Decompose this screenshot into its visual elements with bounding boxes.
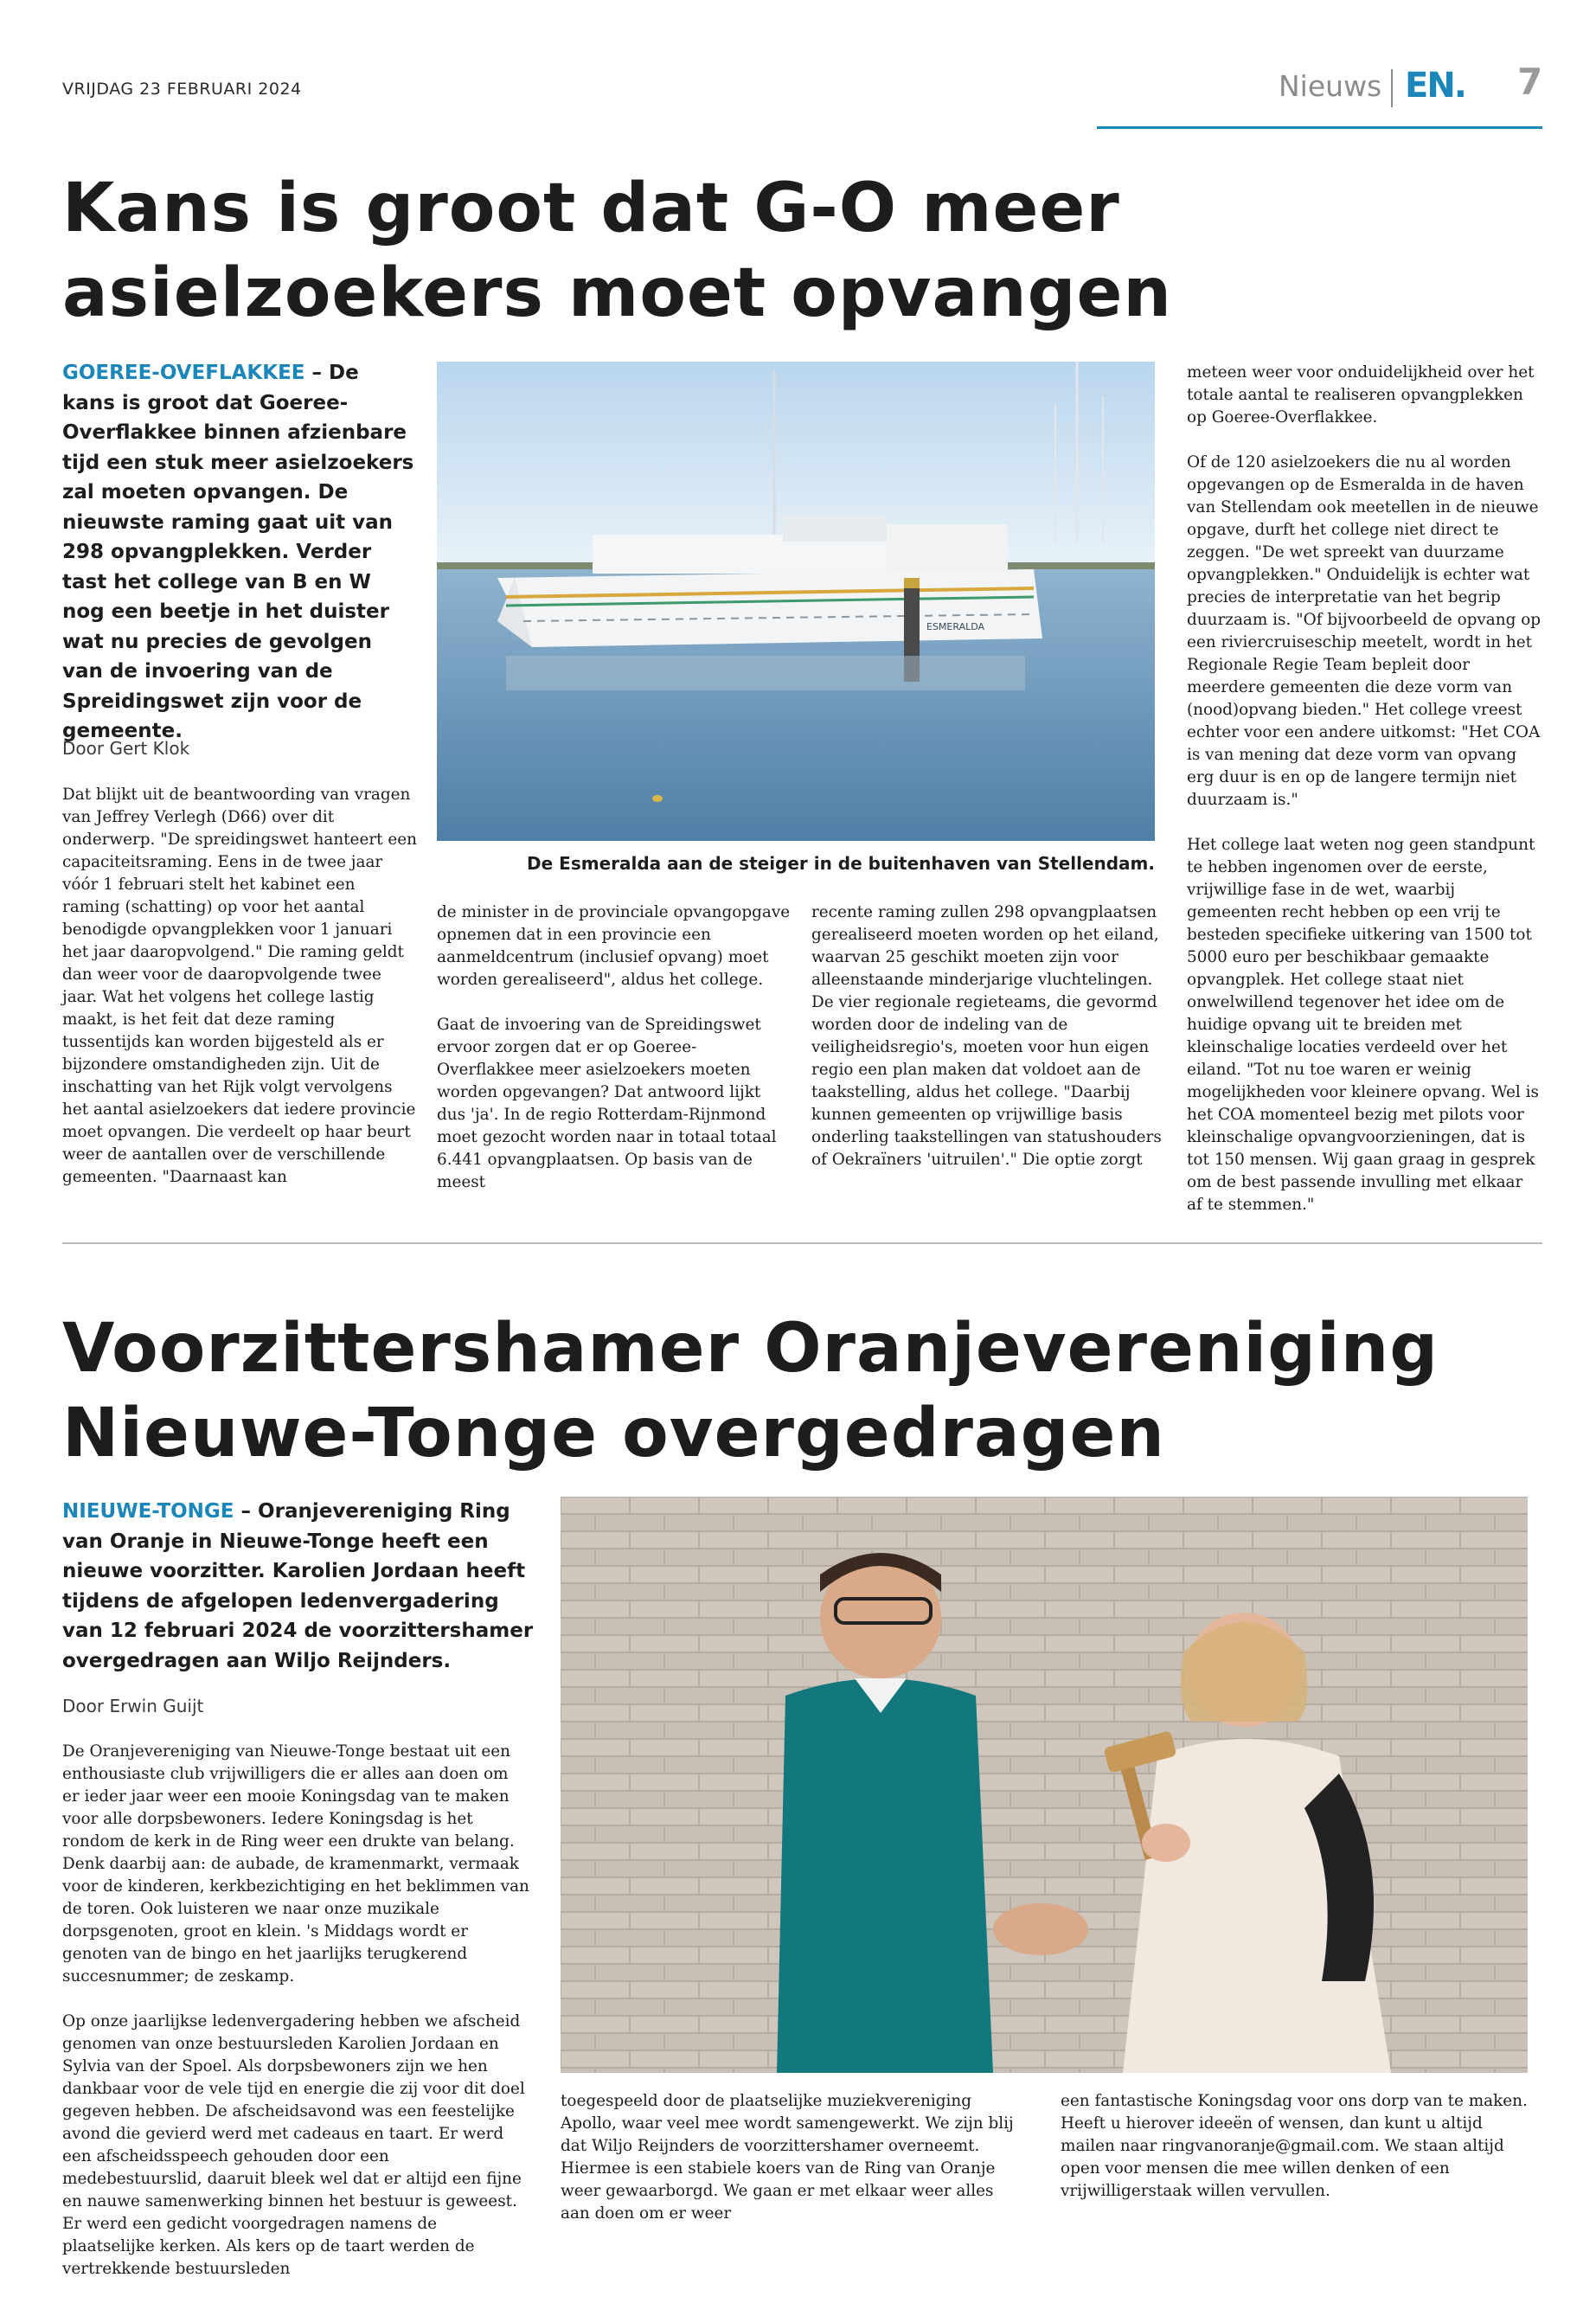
article1-column-4 bbox=[1187, 362, 1542, 1239]
article2-lead bbox=[62, 1497, 538, 1676]
article1-headline bbox=[62, 166, 1550, 336]
newspaper-logo: EN. bbox=[1405, 66, 1465, 106]
header-separator bbox=[1391, 69, 1393, 107]
handover-photo bbox=[561, 1497, 1528, 2073]
paragraph: toegespeeld door de plaatselijke muziekvereniging Apollo, waar veel mee wordt samengewerkt. We zijn blij dat Wiljo Reijnders de voorzittershamer overneemt. Hiermee is een stabiele koers van de Ring van Oranje weer gewaarborgd. We gaan er met elkaar weer alles aan doen om er weer bbox=[561, 2092, 1014, 2223]
handover-illustration bbox=[561, 1497, 1528, 2073]
article2-column-3 bbox=[1061, 2090, 1528, 2225]
ship-illustration bbox=[437, 362, 1155, 841]
article-divider bbox=[62, 1242, 1542, 1244]
dateline-place: GOEREE-OVEFLAKKEE bbox=[62, 362, 305, 384]
lead-text: – Oranjevereniging Ring van Oranje in Nieuwe-Tonge heeft een nieuwe voorzitter. Karolien Jordaan heeft tijdens de afgelopen ledenvergadering van 12 februari 2024 de voorzittershamer overgedragen aan Wiljo Reijnders. bbox=[62, 1500, 534, 1672]
paragraph: De Oranjevereniging van Nieuwe-Tonge bestaat uit een enthousiaste club vrijwilligers die er alles aan doen om er ieder jaar weer een mooie Koningsdag van te maken voor alle dorpsbewoners. Iedere Koningsdag is het rondom de kerk in de Ring weer een drukte van belang. Denk daarbij aan: de aubade, de kramenmarkt, vermaak voor de kinderen, kerkbezichtiging en het beklimmen van de toren. Ook luisteren we naar onze muzikale dorpsgenoten, groot en klein. 's Middags wordt er genoten van de bingo en het jaarlijks terugkerend succesnummer; de zeskamp. bbox=[62, 1742, 529, 1985]
headline-line: Nieuwe-Tonge overgedragen bbox=[62, 1395, 1165, 1472]
article1-byline: Door Gert Klok bbox=[62, 738, 190, 759]
paragraph: Gaat de invoering van de Spreidingswet ervoor zorgen dat er op Goeree-Overflakkee meer asielzoekers moeten worden opgevangen? Dat antwoord lijkt dus 'ja'. In de regio Rotterdam-Rijnmond moet gezocht worden naar in totaal totaal 6.441 opvangplaatsen. Op basis van de meest bbox=[437, 1016, 777, 1191]
paragraph: recente raming zullen 298 opvangplaatsen gerealiseerd moeten worden op het eiland, waarvan 25 geschikt moeten zijn voor alleenstaande minderjarige vluchtelingen. De vier regionale regieteams, die gevormd worden door de indeling van de veiligheidsregio's, moeten voor hun eigen regio een plan maken dat voldoet aan de taakstelling, aldus het college. "Daarbij kunnen gemeenten op vrijwillige basis onderling taakstellingen van statushouders of Oekraïners 'uitruilen'." Die optie zorgt bbox=[811, 903, 1162, 1169]
issue-date: VRIJDAG 23 FEBRUARI 2024 bbox=[62, 80, 302, 99]
headline-line: Voorzittershamer Oranjevereniging bbox=[62, 1310, 1439, 1388]
article1-lead bbox=[62, 358, 417, 747]
paragraph: Het college laat weten nog geen standpunt te hebben ingenomen over de eerste, vrijwillige fase in de wet, waarbij gemeenten recht hebben op een vrij te besteden specifieke uitkering van 1500 tot 5000 euro per beschikbaar gemaakte opvangplek. Het college staat niet onwelwillend tegenover het idee om de huidige opvang uit te breiden met kleinschalige locaties verdeeld over het eiland. "Tot nu toe waren er weinig mogelijkheden voor kleinere opvang. Wel is het COA momenteel bezig met pilots voor kleinschalige opvangvoorzieningen, dat is tot 150 mensen. Wij gaan graag in gesprek om de best passende invulling met elkaar af te stemmen." bbox=[1187, 836, 1539, 1214]
paragraph: Op onze jaarlijkse ledenvergadering hebben we afscheid genomen van onze bestuursleden Karolien Jordaan en Sylvia van der Spoel. Als dorpsbewoners zijn we hen dankbaar voor de vele tijd en energie die zij voor dit doel gegeven hebben. De afscheidsavond was een feestelijke avond die gevierd werd met cadeaus en taart. Er werd een afscheidsspeech gehouden door een medebestuurslid, daaruit bleek wel dat er altijd een fijne en nauwe samenwerking binnen het bestuur is geweest. Er werd een gedicht voorgedragen namens de plaatselijke kerken. Als kers op de taart werden de vertrekkende bestuursleden bbox=[62, 2012, 525, 2278]
lead-text: – De kans is groot dat Goeree-Overflakkee binnen afzienbare tijd een stuk meer asielzoekers zal moeten opvangen. De nieuwste raming gaat uit van 298 opvangplekken. Verder tast het college van B en W nog een beetje in het duister wat nu precies de gevolgen van de invoering van de Spreidingswet zijn voor de gemeente. bbox=[62, 362, 414, 742]
ship-name: ESMERALDA bbox=[926, 621, 985, 632]
section-label: Nieuws bbox=[1279, 69, 1382, 103]
headline-line: asielzoekers moet opvangen bbox=[62, 254, 1172, 332]
article2-column-1 bbox=[62, 1741, 529, 2303]
photo-caption: De Esmeralda aan de steiger in de buitenhaven van Stellendam. bbox=[527, 853, 1155, 874]
article1-column-2 bbox=[437, 901, 792, 1216]
article1-column-1 bbox=[62, 784, 417, 1211]
header-rule bbox=[1097, 126, 1542, 129]
paragraph: Of de 120 asielzoekers die nu al worden opgevangen op de Esmeralda in de haven van Stellendam ook meetellen in de nieuwe opgave, durft het college niet direct te zeggen. "De wet spreekt van duurzame opvangplekken." Onduidelijk is echter wat precies de interpretatie van het begrip duurzaam is. "Of bijvoorbeeld de opvang op een riviercruiseschip meetelt, wordt in het Regionale Regie Team bepleit door meerdere gemeenten die deze vorm van (nood)opvang bieden." Het college vreest echter voor een andere uitkomst: "Het COA is van mening dat deze vorm van opvang erg duur is en op de langere termijn niet duurzaam is." bbox=[1187, 453, 1542, 809]
headline-line: Kans is groot dat G-O meer bbox=[62, 170, 1120, 247]
paragraph: Dat blijkt uit de beantwoording van vragen van Jeffrey Verlegh (D66) over dit onderwerp. "De spreidingswet hanteert een capaciteitsraming. Eens in de twee jaar vóór 1 februari stelt het kabinet een raming (schatting) op voor het aantal benodigde opvangplekken voor 1 januari het jaar daaropvolgend." Die raming geldt dan weer voor de daaropvolgende twee jaar. Wat het volgens het college lastig maakt, is het feit dat deze raming tussentijds kan worden bijgesteld als er bijzondere omstandigheden zijn. Uit de inschatting van het Rijk volgt vervolgens het aantal asielzoekers dat iedere provincie moet opvangen. Die verdeelt op haar beurt weer de aantallen over de verschillende gemeenten. "Daarnaast kan bbox=[62, 786, 417, 1186]
article2-column-2 bbox=[561, 2090, 1028, 2248]
article2-headline bbox=[62, 1306, 1550, 1476]
paragraph: de minister in de provinciale opvangopgave opnemen dat in een provincie een aanmeldcentrum (inclusief opvang) moet worden gerealiseerd", aldus het college. bbox=[437, 903, 791, 989]
article2-byline: Door Erwin Guijt bbox=[62, 1696, 204, 1716]
article1-column-3 bbox=[811, 901, 1166, 1194]
paragraph: een fantastische Koningsdag voor ons dorp van te maken. Heeft u hierover ideeën of wensen, dan kunt u altijd mailen naar ringvanoranje@gmail.com. We staan altijd open voor mensen die mee willen denken of een vrijwilligerstaak willen vervullen. bbox=[1061, 2092, 1528, 2200]
page-number: 7 bbox=[1517, 61, 1543, 103]
ship-photo bbox=[437, 362, 1155, 841]
dateline-place: NIEUWE-TONGE bbox=[62, 1500, 234, 1523]
paragraph: meteen weer voor onduidelijkheid over het totale aantal te realiseren opvangplekken op Goeree-Overflakkee. bbox=[1187, 363, 1535, 427]
